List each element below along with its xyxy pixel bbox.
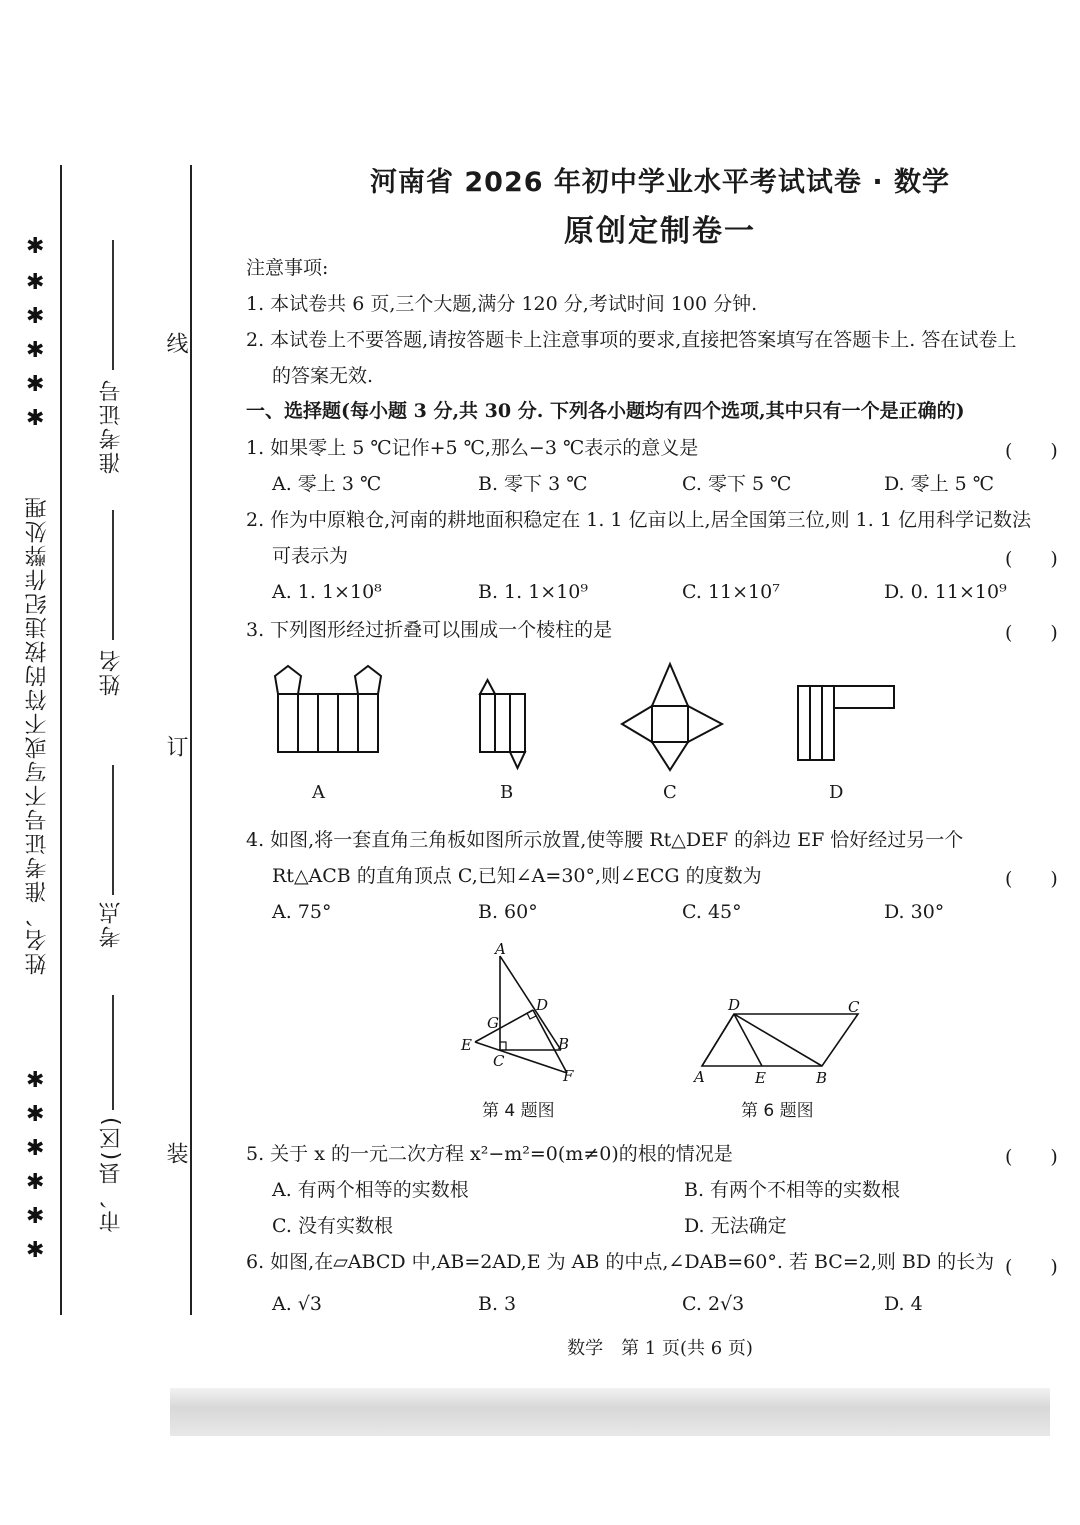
q3-stem: 3. 下列图形经过折叠可以围成一个棱柱的是 [246, 619, 613, 641]
fig4-caption: 第 4 题图 [482, 1101, 555, 1121]
margin-outer-line [60, 165, 62, 1315]
fig4-segment-ab [500, 956, 561, 1050]
binding-label-bind: 装 [163, 1142, 188, 1164]
fig4-label-e: E [461, 1036, 472, 1054]
field-label-city: 市、县(区) [99, 1115, 124, 1233]
star-icon: ✱ [26, 270, 45, 295]
star-icon: ✱ [26, 338, 45, 363]
section-heading: 一、选择题(每小题 3 分,共 30 分. 下列各小题均有四个选项,其中只有一个是正确的) [246, 400, 965, 422]
q2-option-c[interactable]: C. 11×10⁷ [682, 581, 780, 603]
answer-paren[interactable]: ( ) [1005, 868, 1058, 890]
star-icon: ✱ [26, 1136, 45, 1161]
q1-option-a[interactable]: A. 零上 3 ℃ [272, 473, 382, 495]
star-icon: ✱ [26, 1102, 45, 1127]
q2-option-a[interactable]: A. 1. 1×10⁸ [272, 581, 382, 603]
q3-figures [260, 658, 920, 778]
q6-option-c[interactable]: C. 2√3 [682, 1293, 745, 1315]
notice-heading: 注意事项: [246, 257, 329, 279]
q5-option-b[interactable]: B. 有两个不相等的实数根 [684, 1179, 901, 1201]
binding-label-line: 线 [163, 332, 188, 354]
q6-option-d[interactable]: D. 4 [884, 1293, 923, 1315]
fig4-label-b: B [558, 1035, 570, 1053]
q3-label-c: C [663, 782, 677, 803]
fig4-label-a: A [495, 940, 506, 958]
answer-paren[interactable]: ( ) [1005, 1256, 1058, 1278]
q2-stem: 2. 作为中原粮仓,河南的耕地面积稳定在 1. 1 亿亩以上,居全国第三位,则 1. 1 亿用科学记数法 [246, 509, 1031, 531]
q4-option-c[interactable]: C. 45° [682, 901, 742, 923]
q5-stem: 5. 关于 x 的一元二次方程 x²−m²=0(m≠0)的根的情况是 [246, 1143, 733, 1165]
answer-paren[interactable]: ( ) [1005, 548, 1058, 570]
q1-option-d[interactable]: D. 零上 5 ℃ [884, 473, 995, 495]
margin-warning: 姓名、准考证号不写或不符的按违纪作弊处理 [25, 495, 50, 975]
q6-option-a[interactable]: A. √3 [272, 1293, 322, 1315]
q4-stem-cont: Rt△ACB 的直角顶点 C,已知∠A=30°,则∠ECG 的度数为 [272, 865, 762, 887]
notice-item-1: 1. 本试卷共 6 页,三个大题,满分 120 分,考试时间 100 分钟. [246, 293, 758, 315]
field-label-name: 姓名 [99, 648, 124, 696]
fig6-label-d: D [728, 996, 741, 1014]
q3-label-d: D [829, 782, 844, 803]
field-line-admission[interactable] [112, 240, 114, 370]
star-icon: ✱ [26, 1204, 45, 1229]
fig4-label-c: C [493, 1052, 505, 1070]
q5-option-c[interactable]: C. 没有实数根 [272, 1215, 393, 1237]
fig6-segment-da [702, 1014, 734, 1066]
star-icon: ✱ [26, 1170, 45, 1195]
field-line-exam-site[interactable] [112, 765, 114, 895]
q3-label-a: A [312, 782, 325, 803]
star-icon: ✱ [26, 406, 45, 431]
star-icon: ✱ [26, 372, 45, 397]
answer-paren[interactable]: ( ) [1005, 1146, 1058, 1168]
exam-title: 河南省 2026 年初中学业水平考试试卷 · 数学 [369, 167, 950, 198]
fig6-label-b: B [816, 1069, 828, 1087]
binding-label-staple: 订 [163, 735, 188, 757]
field-label-exam-site: 考点 [99, 900, 124, 948]
fig4-diagram [455, 938, 595, 1088]
notice-item-2: 2. 本试卷上不要答题,请按答题卡上注意事项的要求,直接把答案填写在答题卡上. 答在试卷上 [246, 329, 1017, 351]
answer-paren[interactable]: ( ) [1005, 440, 1058, 462]
q3-figure-a[interactable] [275, 666, 381, 752]
field-line-name[interactable] [112, 510, 114, 640]
exam-subtitle: 原创定制卷一 [564, 214, 756, 249]
star-icon: ✱ [26, 304, 45, 329]
fig4-label-f: F [563, 1067, 574, 1085]
q2-stem-cont: 可表示为 [272, 545, 349, 567]
q6-option-b[interactable]: B. 3 [478, 1293, 517, 1315]
q5-option-a[interactable]: A. 有两个相等的实数根 [272, 1179, 469, 1201]
fig4-label-g: G [487, 1014, 499, 1032]
q6-stem: 6. 如图,在▱ABCD 中,AB=2AD,E 为 AB 的中点,∠DAB=60°. 若 BC=2,则 BD 的长为 [246, 1251, 995, 1273]
scan-shadow-strip [170, 1388, 1050, 1436]
answer-paren[interactable]: ( ) [1005, 622, 1058, 644]
fig4-segment-ed [475, 1010, 533, 1042]
q3-figure-b[interactable] [480, 680, 525, 768]
q5-option-d[interactable]: D. 无法确定 [684, 1215, 787, 1237]
q1-option-b[interactable]: B. 零下 3 ℃ [478, 473, 588, 495]
q1-option-c[interactable]: C. 零下 5 ℃ [682, 473, 792, 495]
q4-option-b[interactable]: B. 60° [478, 901, 538, 923]
star-icon: ✱ [26, 1238, 45, 1263]
page-footer: 数学 第 1 页(共 6 页) [567, 1338, 753, 1359]
fig6-label-e: E [755, 1069, 766, 1087]
q3-figure-c[interactable] [622, 664, 722, 770]
q4-stem: 4. 如图,将一套直角三角板如图所示放置,使等腰 Rt△DEF 的斜边 EF 恰好经过另一个 [246, 829, 964, 851]
q1-stem: 1. 如果零上 5 ℃记作+5 ℃,那么−3 ℃表示的意义是 [246, 437, 699, 459]
q3-label-b: B [500, 782, 514, 803]
fig6-parallelogram [702, 1014, 858, 1066]
notice-item-2-cont: 的答案无效. [272, 365, 374, 387]
fig6-diagram [690, 994, 870, 1088]
fig6-caption: 第 6 题图 [741, 1101, 814, 1121]
fig6-label-a: A [694, 1068, 705, 1086]
field-label-admission: 准考证号 [99, 378, 124, 474]
fig6-label-c: C [848, 998, 860, 1016]
field-line-city[interactable] [112, 995, 114, 1110]
q2-option-d[interactable]: D. 0. 11×10⁹ [884, 581, 1007, 603]
fig4-label-d: D [536, 996, 549, 1014]
q4-option-d[interactable]: D. 30° [884, 901, 945, 923]
q2-option-b[interactable]: B. 1. 1×10⁹ [478, 581, 589, 603]
q4-option-a[interactable]: A. 75° [272, 901, 332, 923]
star-icon: ✱ [26, 234, 45, 259]
star-icon: ✱ [26, 1068, 45, 1093]
q3-figure-d[interactable] [798, 686, 894, 760]
